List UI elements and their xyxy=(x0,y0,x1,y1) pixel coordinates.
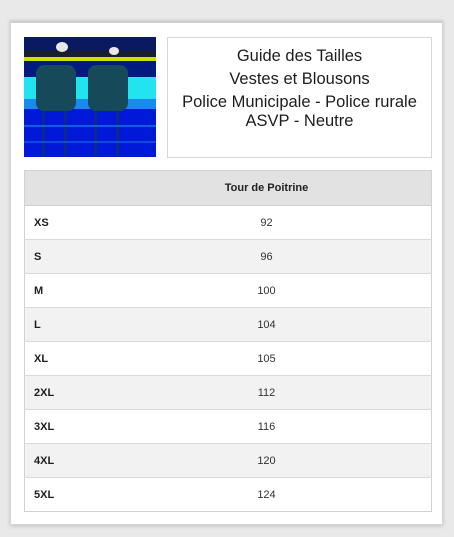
chest-value: 124 xyxy=(142,478,432,512)
chest-value: 105 xyxy=(142,342,432,376)
table-row xyxy=(25,206,432,240)
chest-value: 116 xyxy=(142,410,432,444)
size-label: L xyxy=(25,308,143,342)
chest-value: 120 xyxy=(142,444,432,478)
header-chest: Tour de Poitrine xyxy=(142,171,432,206)
table-row xyxy=(25,240,432,274)
title-line-1: Guide des Tailles xyxy=(236,47,363,65)
size-label: XS xyxy=(25,206,143,240)
table-row xyxy=(25,376,432,410)
table-row xyxy=(25,478,432,512)
chest-value: 104 xyxy=(142,308,432,342)
size-table xyxy=(24,170,432,512)
size-label: 5XL xyxy=(25,478,143,512)
table-row xyxy=(25,342,432,376)
table-row xyxy=(25,274,432,308)
chest-value: 112 xyxy=(142,376,432,410)
size-label: 4XL xyxy=(25,444,143,478)
chest-value: 96 xyxy=(142,240,432,274)
chest-value: 100 xyxy=(142,274,432,308)
size-label: XL xyxy=(25,342,143,376)
header-size xyxy=(25,171,143,206)
size-label: M xyxy=(25,274,143,308)
table-row xyxy=(25,444,432,478)
title-line-2: Vestes et Blousons xyxy=(229,70,370,88)
size-label: 3XL xyxy=(25,410,143,444)
size-label: 2XL xyxy=(25,376,143,410)
title-line-3: Police Municipale - Police rurale xyxy=(182,93,417,111)
chest-value: 92 xyxy=(142,206,432,240)
table-header-row xyxy=(25,171,432,206)
title-line-4: ASVP - Neutre xyxy=(245,112,354,130)
size-label: S xyxy=(25,240,143,274)
product-image xyxy=(24,37,156,157)
size-guide-title-box xyxy=(167,37,432,158)
panel-top-border xyxy=(11,21,442,23)
table-row xyxy=(25,308,432,342)
table-row xyxy=(25,410,432,444)
